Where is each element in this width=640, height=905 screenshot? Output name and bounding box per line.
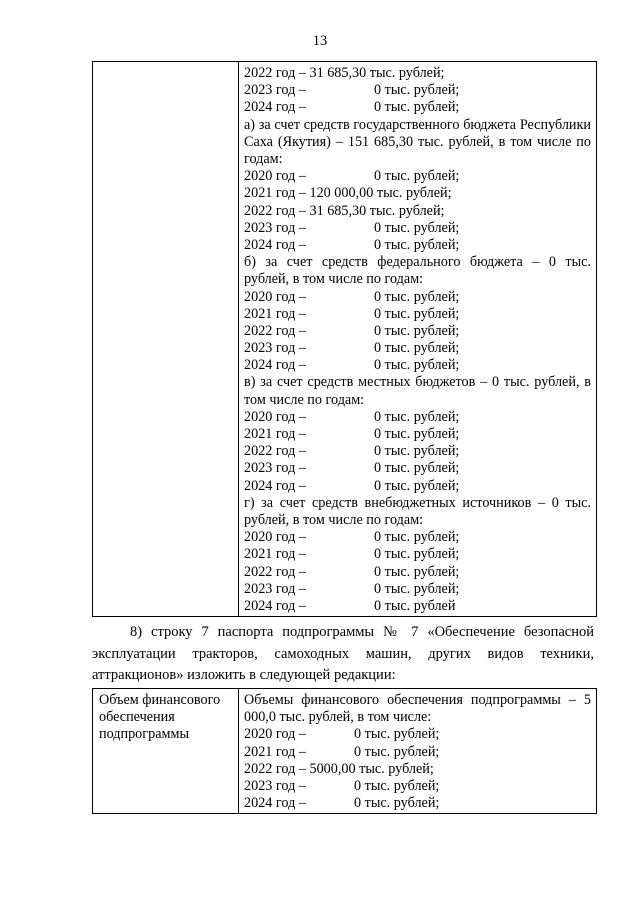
amount-value: 0 тыс. рублей;	[374, 82, 460, 99]
funding-details-cell	[239, 689, 597, 814]
year-amount-row	[244, 168, 591, 185]
year-label: 2024 год –	[244, 597, 306, 614]
year-amount-row	[244, 220, 591, 237]
year-label: 2023 год –	[244, 580, 306, 597]
year-label: 2023 год –	[244, 460, 306, 477]
year-label: 2024 год –	[244, 236, 306, 253]
year-label: 2022 год –	[244, 443, 306, 460]
year-label: 2023 год –	[244, 777, 306, 794]
year-label: 2021 год –	[244, 546, 306, 563]
year-amount-row	[244, 726, 591, 743]
year-label: 2024 год –	[244, 477, 306, 494]
amendment-paragraph: 8) строку 7 паспорта подпрограммы № 7 «Обеспечение безопасной эксплуатации тракторов, самоходных машин, других видов техники, аттракционов» изложить в следующей редакции:	[92, 624, 594, 683]
label-cell-empty	[93, 62, 239, 617]
amount-value: 0 тыс. рублей;	[374, 236, 460, 253]
amount-value: 0 тыс. рублей	[374, 597, 456, 614]
amount-value: 0 тыс. рублей;	[374, 322, 460, 339]
funding-label: Объем финансового обеспечения подпрограммы	[99, 692, 221, 743]
year-amount-row	[244, 306, 591, 323]
year-amount-row	[244, 323, 591, 340]
funding-table-continued	[92, 61, 597, 617]
amount-value: 0 тыс. рублей;	[374, 168, 460, 185]
amount-value: 0 тыс. рублей;	[374, 408, 460, 425]
funding-line: 2021 год – 120 000,00 тыс. рублей;	[244, 185, 452, 202]
amount-value: 0 тыс. рублей;	[374, 305, 460, 322]
year-amount-row	[244, 478, 591, 495]
amount-value: 0 тыс. рублей;	[374, 460, 460, 477]
amount-value: 0 тыс. рублей;	[374, 99, 460, 116]
year-amount-row	[244, 443, 591, 460]
year-label: 2022 год –	[244, 563, 306, 580]
funding-source-heading: б) за счет средств федерального бюджета – 0 тыс. рублей, в том числе по годам:	[244, 254, 591, 288]
funding-details-cell	[239, 62, 597, 617]
amount-value: 0 тыс. рублей;	[374, 546, 460, 563]
year-amount-row	[244, 460, 591, 477]
year-label: 2022 год –	[244, 322, 306, 339]
amount-value: 0 тыс. рублей;	[374, 563, 460, 580]
funding-source-heading: г) за счет средств внебюджетных источников – 0 тыс. рублей, в том числе по годам:	[244, 494, 591, 528]
amount-value: 0 тыс. рублей;	[374, 340, 460, 357]
page-number: 13	[312, 33, 328, 49]
amount-value: 0 тыс. рублей;	[374, 529, 460, 546]
year-amount-row	[244, 546, 591, 563]
year-label: 2020 год –	[244, 408, 306, 425]
amount-value: 0 тыс. рублей;	[374, 288, 460, 305]
year-amount-row	[244, 409, 591, 426]
label-cell	[93, 689, 239, 814]
year-amount-row	[244, 82, 591, 99]
funding-source-heading: а) за счет средств государственного бюджета Республики Саха (Якутия) – 151 685,30 тыс. рублей, в том числе по годам:	[244, 116, 591, 167]
funding-details-list	[239, 689, 596, 813]
amount-value: 0 тыс. рублей;	[374, 477, 460, 494]
year-amount-row	[244, 795, 591, 812]
year-label: 2024 год –	[244, 99, 306, 116]
year-amount-row	[244, 581, 591, 598]
year-label: 2020 год –	[244, 726, 306, 743]
amount-value: 0 тыс. рублей;	[354, 743, 440, 760]
funding-line: 2022 год – 5000,00 тыс. рублей;	[244, 760, 434, 777]
amount-value: 0 тыс. рублей;	[374, 426, 460, 443]
year-label: 2021 год –	[244, 743, 306, 760]
year-label: 2021 год –	[244, 426, 306, 443]
year-label: 2021 год –	[244, 305, 306, 322]
year-label: 2024 год –	[244, 795, 306, 812]
amount-value: 0 тыс. рублей;	[374, 219, 460, 236]
year-label: 2020 год –	[244, 529, 306, 546]
year-amount-row	[244, 744, 591, 761]
year-label: 2020 год –	[244, 288, 306, 305]
funding-details-list	[239, 62, 596, 616]
amount-value: 0 тыс. рублей;	[354, 777, 440, 794]
year-label: 2023 год –	[244, 219, 306, 236]
year-amount-row	[244, 598, 591, 615]
year-label: 2023 год –	[244, 340, 306, 357]
amount-value: 0 тыс. рублей;	[374, 357, 460, 374]
funding-line: 2022 год – 31 685,30 тыс. рублей;	[244, 202, 445, 219]
year-amount-row	[244, 289, 591, 306]
amount-value: 0 тыс. рублей;	[354, 795, 440, 812]
year-amount-row	[244, 357, 591, 374]
funding-line: 2022 год – 31 685,30 тыс. рублей;	[244, 65, 445, 81]
year-amount-row	[244, 237, 591, 254]
year-label: 2024 год –	[244, 357, 306, 374]
year-amount-row	[244, 340, 591, 357]
amount-value: 0 тыс. рублей;	[374, 443, 460, 460]
amount-value: 0 тыс. рублей;	[374, 580, 460, 597]
subprogram-funding-table	[92, 688, 597, 814]
year-label: 2020 год –	[244, 168, 306, 185]
year-amount-row	[244, 426, 591, 443]
year-label: 2023 год –	[244, 82, 306, 99]
funding-source-heading: в) за счет средств местных бюджетов – 0 тыс. рублей, в том числе по годам:	[244, 374, 591, 408]
table-row	[93, 62, 597, 617]
year-amount-row	[244, 564, 591, 581]
year-amount-row	[244, 778, 591, 795]
table-row	[93, 689, 597, 814]
amount-value: 0 тыс. рублей;	[354, 726, 440, 743]
year-amount-row	[244, 99, 591, 116]
year-amount-row	[244, 529, 591, 546]
funding-source-heading: Объемы финансового обеспечения подпрограммы – 5 000,0 тыс. рублей, в том числе:	[244, 692, 591, 726]
